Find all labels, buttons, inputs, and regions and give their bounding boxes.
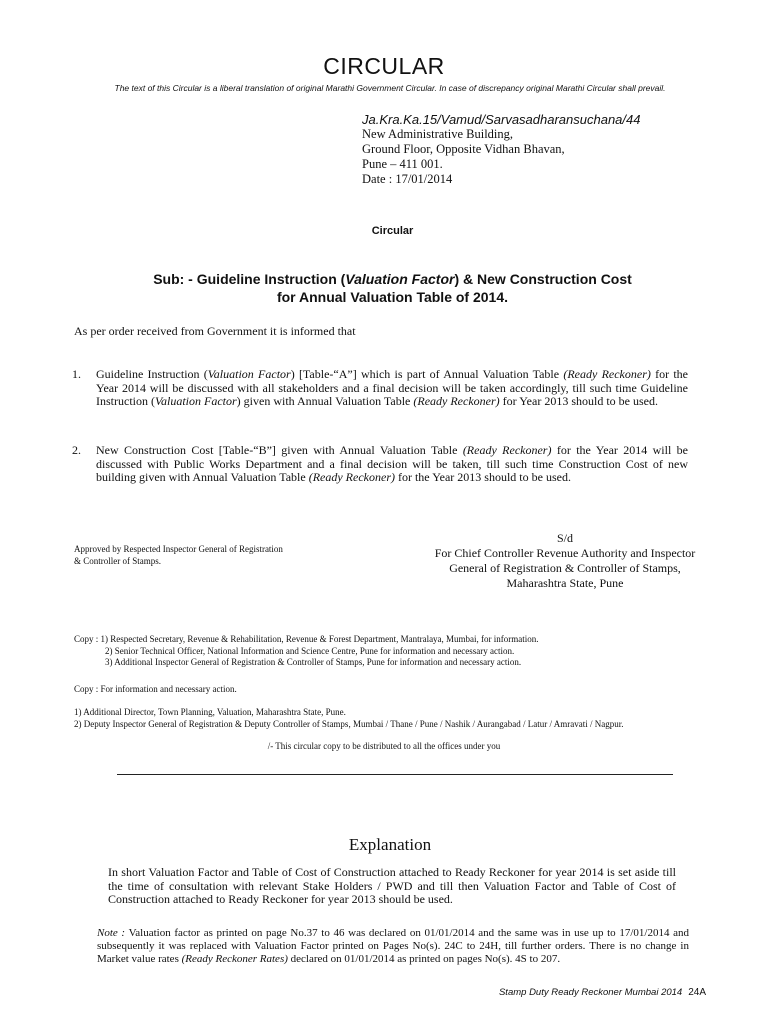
item-number: 1. [72,367,81,381]
explanation-title: Explanation [348,835,432,854]
page-number: 24A [688,987,706,998]
subject-prefix: Sub: - Guideline Instruction ( [153,271,346,287]
approval-note [74,543,283,567]
circular-date: Date : 17/01/2014 [362,172,453,186]
item-number: 2. [72,443,81,457]
copy-list-2 [74,707,623,730]
explanation-body: In short Valuation Factor and Table of Cost of Construction attached to Ready Reckoner for year 2014 is set aside till the time of consultation with relevant Stake Holders / PWD and till then Valuation Factor and Table of Cost of Construction attached to Ready Reckoner for year 2013 should be used. [108,865,676,906]
signed-marker: S/d [556,531,573,545]
subject-heading [0,270,768,306]
address-block [362,112,640,187]
signature-line-3: Maharashtra State, Pune [506,576,624,590]
circular-label: Circular [371,225,414,237]
translation-disclaimer: The text of this Circular is a liberal translation of original Marathi Government Circular. In case of discrepancy original Marathi Circular shall prevail. [114,83,666,93]
copy-heading-2: Copy : For information and necessary action. [74,684,237,694]
note-label: Note : [97,927,126,939]
address-line-2: Ground Floor, Opposite Vidhan Bhavan, [362,142,565,156]
reference-number: Ja.Kra.Ka.15/Vamud/Sarvasadharansuchana/44 [362,112,641,127]
address-line-3: Pune – 411 001. [362,157,443,171]
page-footer [480,987,706,998]
subject-emphasis: Valuation Factor [345,271,455,287]
circular-title: CIRCULAR [323,53,445,79]
divider [117,774,673,775]
item-text: New Construction Cost [Table-“B”] given with Annual Valuation Table (Ready Reckoner) for the Year 2014 will be discussed with Public Works Department and a final decision will be taken, till such time Construction Cost of new building given with Annual Valuation Table (Ready Reckoner) for the Year 2013 should to be used. [96,443,688,484]
signature-line-2: General of Registration & Controller of Stamps, [449,561,681,575]
explanation-note: Note : Valuation factor as printed on page No.37 to 46 was declared on 01/01/2014 and the same was in use up to 17/01/2014 and subsequently it was replaced with Valuation Factor printed on Pages No(s). 24C to 24H, till further orders. There is no change in Market value rates (Ready Reckoner Rates) declared on 01/01/2014 as printed on pages No(s). 4S to 207. [97,927,689,965]
intro-text: As per order received from Government it is informed that [74,324,356,338]
list-item: 3) Additional Inspector General of Registration & Controller of Stamps, Pune for information and necessary action. [105,657,522,667]
signature-block [400,531,730,591]
subject-suffix: ) & New Construction Cost [454,271,632,287]
list-item: 2) Deputy Inspector General of Registration & Deputy Controller of Stamps, Mumbai / Thane / Pune / Nashik / Aurangabad / Latur / Amravati / Nagpur. [74,718,624,729]
subject-line-1 [0,270,768,288]
approval-line-2: & Controller of Stamps. [74,556,161,566]
instruction-item-2 [72,444,688,485]
footer-title: Stamp Duty Ready Reckoner Mumbai 2014 [498,987,683,998]
list-item: 2) Senior Technical Officer, National Information and Science Centre, Pune for information and necessary action. [105,645,515,656]
signature-line-1: For Chief Controller Revenue Authority and Inspector [434,546,696,560]
list-item: 1) Additional Director, Town Planning, Valuation, Maharashtra State, Pune. [74,707,346,717]
list-item: Copy : 1) Respected Secretary, Revenue & Rehabilitation, Revenue & Forest Department, Mantralaya, Mumbai, for information. [74,634,539,644]
subject-line-2: for Annual Valuation Table of 2014. [276,289,509,305]
approval-line-1: Approved by Respected Inspector General of Registration [74,544,283,554]
instruction-item-1 [72,368,688,409]
address-line-1: New Administrative Building, [362,127,514,141]
item-text: Guideline Instruction (Valuation Factor) [Table-“A”] which is part of Annual Valuation Table (Ready Reckoner) for the Year 2014 will be discussed with all stakeholders and a final decision will be taken accordingly, till such time Guideline Instruction (Valuation Factor) given with Annual Valuation Table (Ready Reckoner) for Year 2013 should to be used. [96,367,689,408]
copy-list-1 [74,634,539,669]
distribution-note: /- This circular copy to be distributed to all the offices under you [267,741,501,751]
